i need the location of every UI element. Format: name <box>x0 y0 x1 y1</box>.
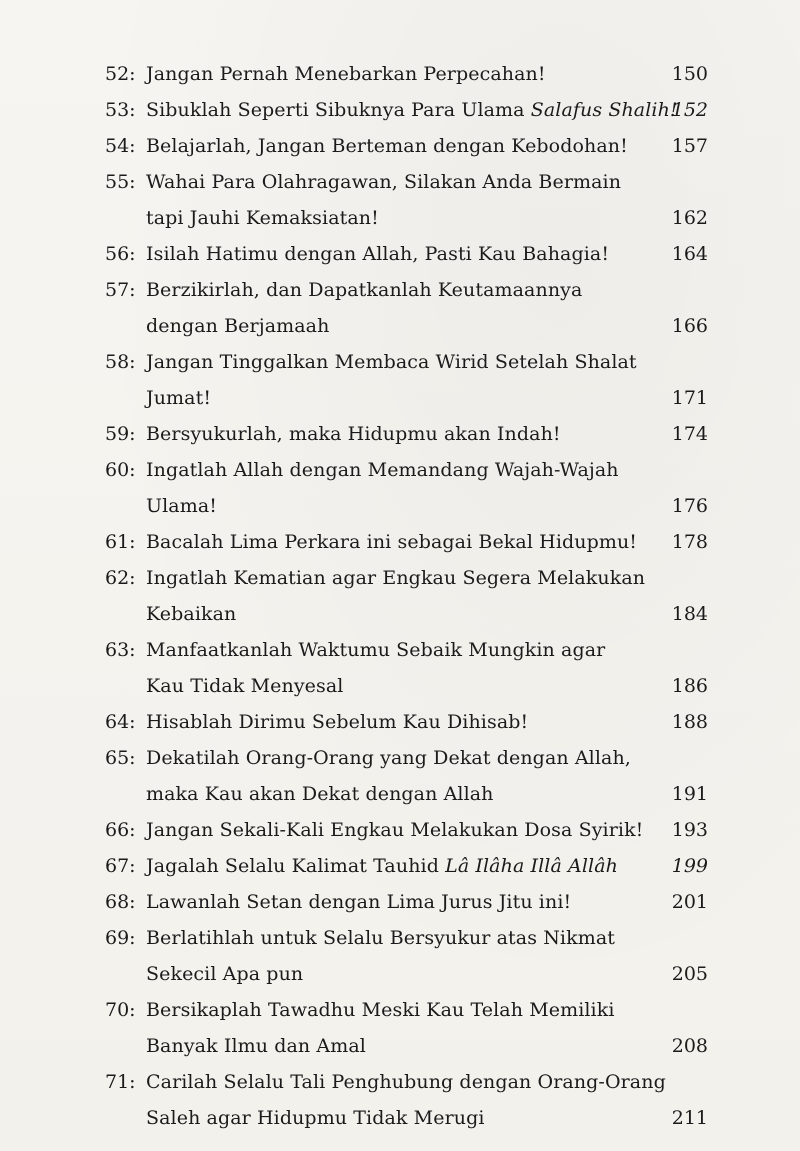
toc-entry-title-text: Carilah Selalu Tali Penghubung dengan Orang-Orang <box>146 1071 666 1093</box>
toc-entry-title-line <box>146 524 666 560</box>
toc-entry-title-text: Sekecil Apa pun <box>146 963 304 985</box>
toc-entry-number: 53: <box>105 99 136 121</box>
toc-entry-title-text: Lawanlah Setan dengan Lima Jurus Jitu ini! <box>146 891 572 913</box>
toc-entry <box>0 128 800 164</box>
toc-entry-number: 69: <box>105 927 136 949</box>
toc-entry-number: 54: <box>105 135 136 157</box>
toc-entry-title-text: Manfaatkanlah Waktumu Sebaik Mungkin agar <box>146 639 606 661</box>
toc-entry-title-line <box>146 740 666 776</box>
toc-entry <box>0 920 800 992</box>
toc-entry-title-text: Jangan Tinggalkan Membaca Wirid Setelah Shalat <box>146 351 637 373</box>
toc-entry <box>0 56 800 92</box>
toc-entry-title-text: dengan Berjamaah <box>146 315 330 337</box>
toc-entry-title-text: Jangan Pernah Menebarkan Perpecahan! <box>146 63 546 85</box>
toc-entry-italic-term: Salafus Shalih! <box>530 99 678 121</box>
toc-entry-title-text: Ingatlah Allah dengan Memandang Wajah-Wajah <box>146 459 619 481</box>
toc-entry-number: 58: <box>105 351 136 373</box>
toc-entry <box>0 236 800 272</box>
toc-entry-page-number: 205 <box>671 963 708 985</box>
toc-entry-page-number: 171 <box>671 387 708 409</box>
toc-entry-number: 65: <box>105 747 136 769</box>
toc-entry-title-line <box>146 344 666 380</box>
toc-entry-number: 67: <box>105 855 136 877</box>
toc-entry-page-number: 184 <box>671 603 708 625</box>
toc-entry-title-line <box>146 704 666 740</box>
toc-entry-page-number: 178 <box>671 531 708 553</box>
toc-entry <box>0 92 800 128</box>
toc-entry-number: 71: <box>105 1071 136 1093</box>
toc-entry-title-text: Kebaikan <box>146 603 237 625</box>
toc-entry-title-line <box>146 884 666 920</box>
toc-entry-title-text: Saleh agar Hidupmu Tidak Merugi <box>146 1107 485 1129</box>
toc-entry <box>0 344 800 416</box>
toc-entry-title-line <box>146 812 666 848</box>
toc-entry-page-number: 157 <box>671 135 708 157</box>
toc-entry-page-number: 211 <box>671 1107 708 1129</box>
toc-entry-title-text: Banyak Ilmu dan Amal <box>146 1035 366 1057</box>
toc-entry <box>0 416 800 452</box>
toc-entry-title-text: Ulama! <box>146 495 217 517</box>
toc-entry-title-text: Bersikaplah Tawadhu Meski Kau Telah Memiliki <box>146 999 615 1021</box>
toc-entry-page-number: 208 <box>671 1035 708 1057</box>
toc-entry <box>0 884 800 920</box>
toc-entry-number: 70: <box>105 999 136 1021</box>
toc-entry-title-text: maka Kau akan Dekat dengan Allah <box>146 783 494 805</box>
toc-entry-title-line <box>146 200 666 236</box>
toc-entry-number: 59: <box>105 423 136 445</box>
toc-entry-title-text: Dekatilah Orang-Orang yang Dekat dengan Allah, <box>146 747 631 769</box>
toc-entry-title-text: Wahai Para Olahragawan, Silakan Anda Bermain <box>146 171 622 193</box>
toc-entry-number: 68: <box>105 891 136 913</box>
toc-entry-number: 55: <box>105 171 136 193</box>
toc-entry-italic-term: Lâ Ilâha Illâ Allâh <box>445 855 618 877</box>
toc-entry <box>0 740 800 812</box>
toc-entry-title-line <box>146 56 666 92</box>
toc-entry <box>0 848 800 884</box>
toc-entry <box>0 524 800 560</box>
toc-entry <box>0 812 800 848</box>
toc-entry-page-number: 188 <box>671 711 708 733</box>
toc-entry-title-line <box>146 416 666 452</box>
toc-entry-page-number: 150 <box>671 63 708 85</box>
toc-entry-page-number: 176 <box>671 495 708 517</box>
toc-entry-page-number: 162 <box>671 207 708 229</box>
toc-entry-title-line <box>146 92 678 128</box>
toc-entry <box>0 704 800 740</box>
toc-entry <box>0 560 800 632</box>
toc-entry-page-number: 164 <box>671 243 708 265</box>
toc-entry <box>0 452 800 524</box>
toc-entry-title-line <box>146 1064 666 1100</box>
toc-entry-page-number: 152 <box>671 99 708 121</box>
toc-entry-title-line <box>146 1028 666 1064</box>
toc-entry-title-text: Jagalah Selalu Kalimat Tauhid <box>146 855 446 877</box>
toc-entry-title-line <box>146 956 666 992</box>
toc-entry-title-text: Berlatihlah untuk Selalu Bersyukur atas Nikmat <box>146 927 615 949</box>
toc-entry-number: 60: <box>105 459 136 481</box>
toc-entry-title-line <box>146 992 666 1028</box>
toc-entry-title-text: Berzikirlah, dan Dapatkanlah Keutamaannya <box>146 279 583 301</box>
toc-entry-title-line <box>146 488 666 524</box>
toc-entry-number: 62: <box>105 567 136 589</box>
toc-entry-title-line <box>146 560 666 596</box>
toc-entry-number: 66: <box>105 819 136 841</box>
toc-entry-title-line <box>146 380 666 416</box>
toc-entry-page-number: 193 <box>671 819 708 841</box>
toc-entry-title-text: Bersyukurlah, maka Hidupmu akan Indah! <box>146 423 561 445</box>
toc-entry-title-line <box>146 164 666 200</box>
toc-entry-page-number: 186 <box>671 675 708 697</box>
toc-entry <box>0 632 800 704</box>
toc-entry-title-line <box>146 452 666 488</box>
toc-entry-title-line <box>146 632 666 668</box>
toc-entry <box>0 992 800 1064</box>
toc-entry-number: 57: <box>105 279 136 301</box>
toc-entry-title-text: Hisablah Dirimu Sebelum Kau Dihisab! <box>146 711 529 733</box>
toc-entry-title-line <box>146 596 666 632</box>
toc-entry-title-text: Ingatlah Kematian agar Engkau Segera Melakukan <box>146 567 646 589</box>
toc-entry-title-line <box>146 308 666 344</box>
toc-entry-title-line <box>146 236 666 272</box>
toc-entry-page-number: 166 <box>671 315 708 337</box>
toc-entry-number: 52: <box>105 63 136 85</box>
toc-entry-title-text: Bacalah Lima Perkara ini sebagai Bekal Hidupmu! <box>146 531 638 553</box>
toc-entry-title-line <box>146 1100 666 1136</box>
toc-entry <box>0 272 800 344</box>
toc-entry-title-text: Jangan Sekali-Kali Engkau Melakukan Dosa Syirik! <box>146 819 644 841</box>
toc-entry-title-line <box>146 776 666 812</box>
toc-entry-title-text: Isilah Hatimu dengan Allah, Pasti Kau Bahagia! <box>146 243 610 265</box>
toc-entry-title-line <box>146 668 666 704</box>
toc-entry-title-text: Kau Tidak Menyesal <box>146 675 344 697</box>
toc-entry-number: 56: <box>105 243 136 265</box>
toc-entry-title-text: Sibuklah Seperti Sibuknya Para Ulama <box>146 99 531 121</box>
toc-entry-number: 61: <box>105 531 136 553</box>
toc-entry-page-number: 191 <box>671 783 708 805</box>
toc-entry-title-text: Belajarlah, Jangan Berteman dengan Kebodohan! <box>146 135 628 157</box>
toc-entry-title-line <box>146 272 666 308</box>
toc-entry <box>0 1064 800 1136</box>
toc-entry-page-number: 174 <box>671 423 708 445</box>
toc-entry-title-line <box>146 920 666 956</box>
toc-entry-page-number: 199 <box>671 855 708 877</box>
toc-entry-page-number: 201 <box>671 891 708 913</box>
toc-entry-title-line <box>146 128 666 164</box>
toc-entry-title-text: Jumat! <box>146 387 212 409</box>
toc-entry-number: 63: <box>105 639 136 661</box>
toc-entry <box>0 164 800 236</box>
toc-entry-title-text: tapi Jauhi Kemaksiatan! <box>146 207 379 229</box>
toc-entry-number: 64: <box>105 711 136 733</box>
toc-entry-title-line <box>146 848 666 884</box>
